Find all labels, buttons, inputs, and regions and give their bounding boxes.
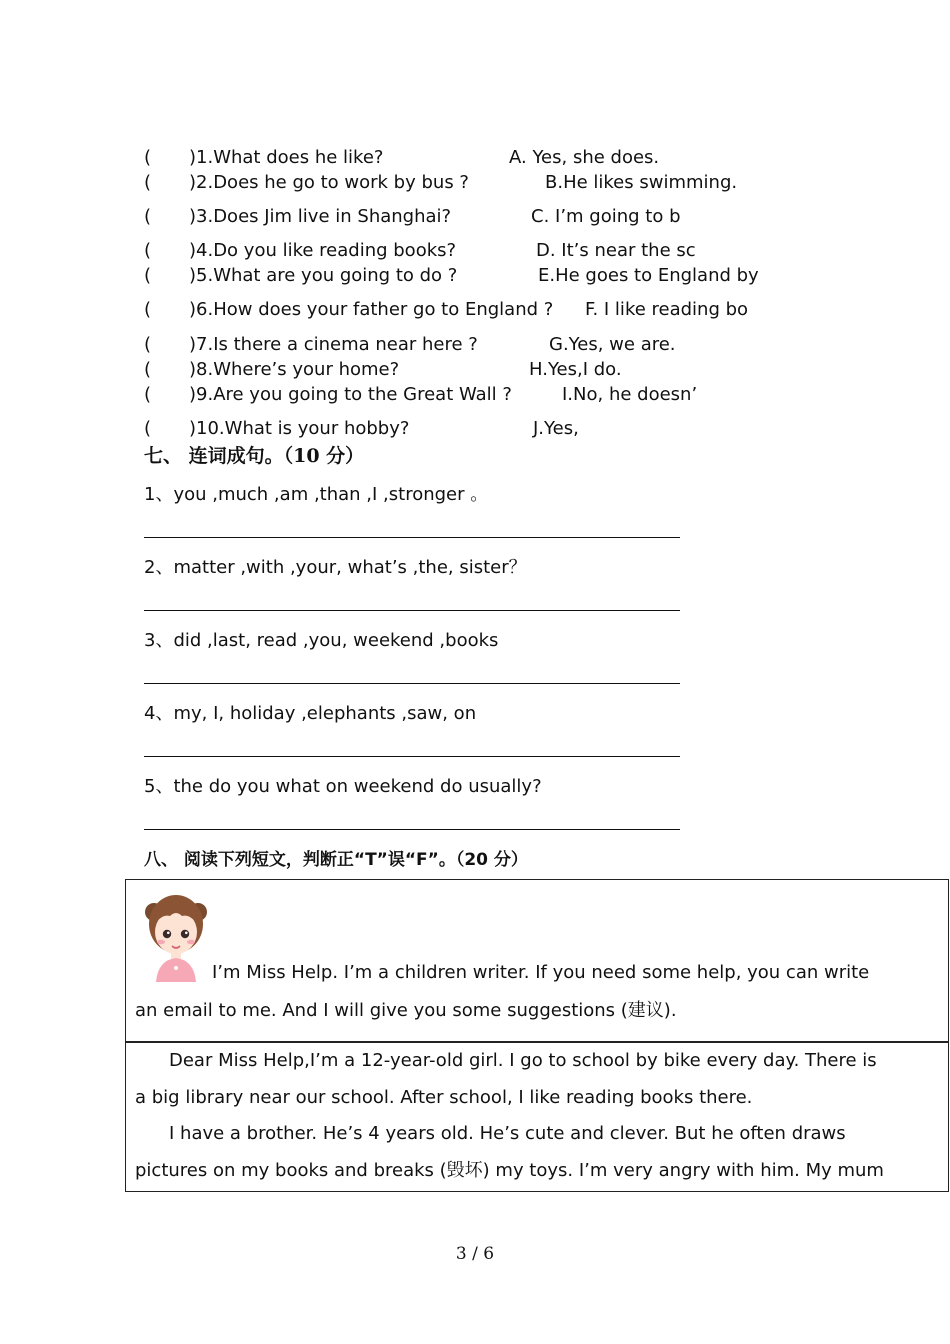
question-2: )2.Does he go to work by bus ? (189, 172, 469, 193)
letter-line-2: a big library near our school. After school, I like reading books there. (135, 1087, 753, 1108)
answer-line-4[interactable] (144, 756, 680, 757)
question-4: )4.Do you like reading books? (189, 240, 457, 261)
answer-c: C. I’m going to b (531, 206, 681, 227)
answer-b: B.He likes swimming. (545, 172, 738, 193)
sentence-item-3: 3、did ,last, read ,you, weekend ,books (144, 630, 499, 651)
sentence-item-1: 1、you ,much ,am ,than ,I ,stronger 。 (144, 484, 489, 505)
letter-line-3: I have a brother. He’s 4 years old. He’s cute and clever. But he often draws (169, 1123, 846, 1144)
intro-line-1: I’m Miss Help. I’m a children writer. If you need some help, you can write (212, 962, 870, 983)
paren: ( (144, 206, 152, 227)
answer-line-3[interactable] (144, 683, 680, 684)
paren: ( (144, 265, 152, 286)
paren: ( (144, 299, 152, 320)
answer-h: H.Yes,I do. (529, 359, 622, 380)
question-8: )8.Where’s your home? (189, 359, 400, 380)
paren: ( (144, 334, 152, 355)
question-3: )3.Does Jim live in Shanghai? (189, 206, 452, 227)
question-1: )1.What does he like? (189, 147, 384, 168)
question-9: )9.Are you going to the Great Wall ? (189, 384, 512, 405)
letter-line-4: pictures on my books and breaks (毁坏) my toys. I’m very angry with him. My mum (135, 1160, 884, 1181)
answer-j: J.Yes, (533, 418, 579, 439)
answer-line-2[interactable] (144, 610, 680, 611)
paren: ( (144, 384, 152, 405)
section-7-title: 七、 连词成句。（10 分） (144, 445, 365, 467)
question-10: )10.What is your hobby? (189, 418, 410, 439)
sentence-item-5: 5、the do you what on weekend do usually? (144, 776, 542, 797)
answer-line-5[interactable] (144, 829, 680, 830)
paren: ( (144, 147, 152, 168)
question-6: )6.How does your father go to England ? (189, 299, 554, 320)
answer-a: A. Yes, she does. (509, 147, 660, 168)
sentence-item-4: 4、my, I, holiday ,elephants ,saw, on (144, 703, 477, 724)
intro-line-2: an email to me. And I will give you some suggestions (建议). (135, 1000, 677, 1021)
answer-i: I.No, he doesn’ (562, 384, 698, 405)
paren: ( (144, 359, 152, 380)
question-7: )7.Is there a cinema near here ? (189, 334, 478, 355)
paren: ( (144, 418, 152, 439)
answer-f: F. I like reading bo (585, 299, 749, 320)
answer-d: D. It’s near the sc (536, 240, 696, 261)
letter-line-1: Dear Miss Help,I’m a 12-year-old girl. I go to school by bike every day. There is (169, 1050, 877, 1071)
page-number: 3 / 6 (455, 1244, 495, 1264)
sentence-item-2: 2、matter ,with ,your, what’s ,the, sister？ (144, 557, 527, 578)
paren: ( (144, 240, 152, 261)
answer-line-1[interactable] (144, 537, 680, 538)
question-5: )5.What are you going to do ? (189, 265, 458, 286)
answer-g: G.Yes, we are. (549, 334, 676, 355)
paren: ( (144, 172, 152, 193)
girl-avatar-icon (140, 888, 212, 982)
answer-e: E.He goes to England by (538, 265, 759, 286)
section-8-title: 八、 阅读下列短文，判断正“T”误“F”。（20 分） (144, 850, 528, 870)
